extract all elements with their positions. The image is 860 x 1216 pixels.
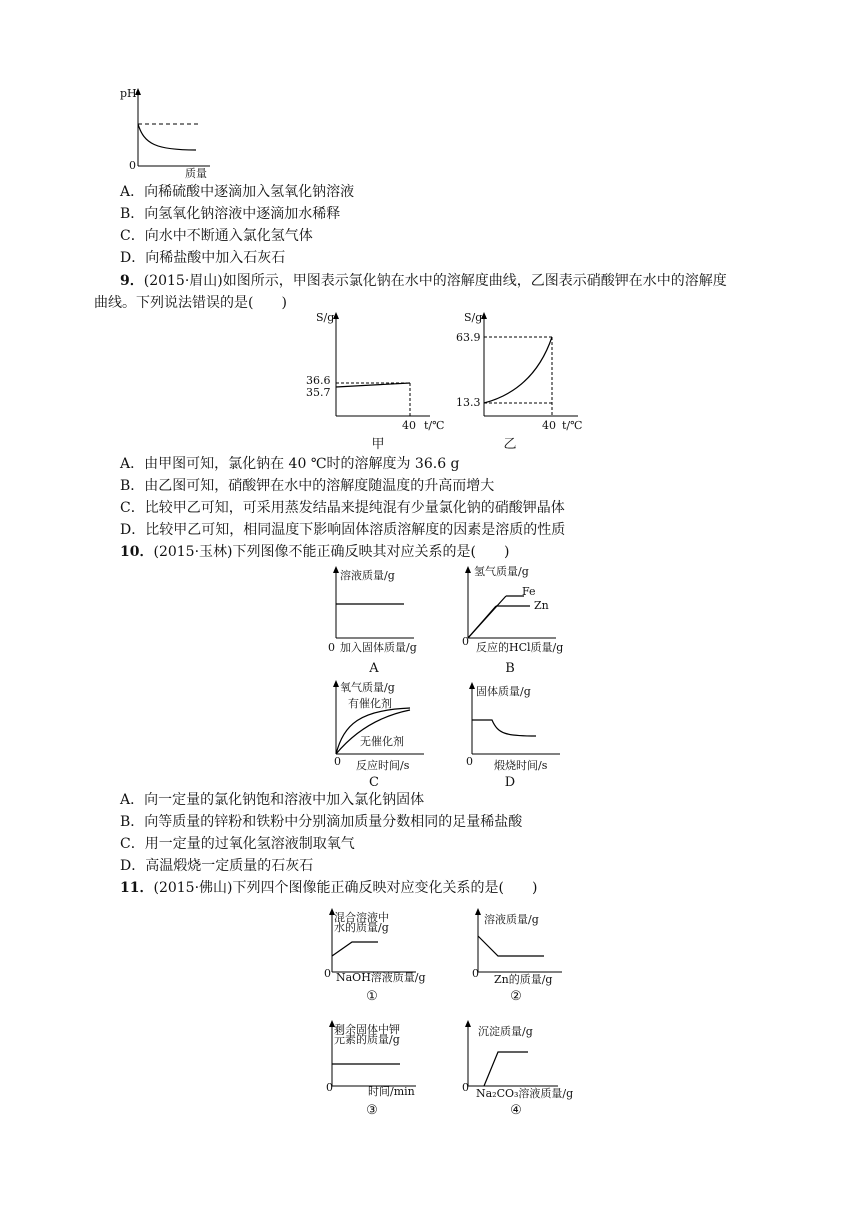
q11-number: 11．	[120, 880, 154, 896]
q10-b-series-fe: Fe	[522, 585, 536, 598]
q10-a-caption: A	[369, 661, 379, 676]
q9-jia-tick-high: 36.6	[306, 374, 331, 387]
q9-yi-caption: 乙	[503, 437, 517, 452]
q10-b-y-label: 氢气质量/g	[474, 565, 529, 578]
q10-c-series-catalyst: 有催化剂	[348, 697, 392, 710]
q10-option-b: B．向等质量的锌粉和铁粉中分别滴加质量分数相同的足量稀盐酸	[120, 814, 523, 830]
fig8-origin: 0	[129, 159, 136, 172]
q10-option-c: C．用一定量的过氧化氢溶液制取氧气	[120, 836, 355, 852]
q9-option-a: A．由甲图可知，氯化钠在 40 ℃时的溶解度为 36.6 g	[120, 456, 460, 472]
q11-2-caption: ②	[510, 989, 522, 1004]
q11-3-y-label-1: 剩余固体中钾	[334, 1023, 400, 1036]
q10-c-caption: C	[369, 775, 379, 790]
q9-stem	[120, 271, 727, 291]
q10-option-a: A．向一定量的氯化钠饱和溶液中加入氯化钠固体	[120, 792, 425, 808]
fig8-axes	[130, 88, 220, 178]
q11-4-caption: ④	[510, 1103, 522, 1118]
q8-option-b: B．向氢氧化钠溶液中逐滴加水稀释	[120, 206, 341, 222]
q11-4-y-label: 沉淀质量/g	[478, 1025, 533, 1038]
q10-stem	[120, 542, 509, 562]
q9-jia-x-tick: 40	[402, 419, 416, 432]
q9-option-c: C．比较甲乙可知，可采用蒸发结晶来提纯混有少量氯化钠的硝酸钾晶体	[120, 500, 565, 516]
q10-number: 10．	[120, 544, 154, 560]
q10-b-series-zn: Zn	[534, 599, 549, 612]
q10-a-x-label: 加入固体质量/g	[340, 641, 417, 654]
q9-yi-y-label: S/g	[464, 311, 483, 324]
q11-stem	[120, 878, 537, 898]
q9-yi-x-tick: 40	[542, 419, 556, 432]
q9-option-d: D．比较甲乙可知，相同温度下影响固体溶质溶解度的因素是溶质的性质	[120, 522, 566, 538]
q9-yi-axes	[478, 312, 588, 422]
q10-d-x-label: 煅烧时间/s	[494, 759, 548, 772]
q8-option-c: C．向水中不断通入氯化氢气体	[120, 228, 313, 244]
q8-option-a: A．向稀硫酸中逐滴加入氢氧化钠溶液	[120, 184, 355, 200]
q9-jia-x-label: t/℃	[424, 419, 445, 432]
q11-2-origin: 0	[472, 967, 479, 980]
q10-d-y-label: 固体质量/g	[476, 685, 531, 698]
q11-2-y-label: 溶液质量/g	[484, 913, 539, 926]
q10-d-origin: 0	[466, 755, 473, 768]
q10-b-origin: 0	[462, 635, 469, 648]
q9-option-b: B．由乙图可知，硝酸钾在水中的溶解度随温度的升高而增大	[120, 478, 495, 494]
q9-jia-tick-low: 35.7	[306, 386, 331, 399]
q11-text: (2015·佛山)下列四个图像能正确反映对应变化关系的是( )	[153, 880, 538, 896]
q9-line2: 曲线。下列说法错误的是( )	[94, 295, 287, 311]
q9-line1: (2015·眉山)如图所示，甲图表示氯化钠在水中的溶解度曲线，乙图表示硝酸钾在水中的溶解度	[143, 273, 727, 289]
q9-number: 9．	[120, 273, 144, 289]
q10-a-origin: 0	[328, 641, 335, 654]
q10-c-y-label: 氧气质量/g	[340, 681, 395, 694]
q11-2-x-label: Zn的质量/g	[494, 973, 553, 986]
q8-option-d: D．向稀盐酸中加入石灰石	[120, 250, 286, 266]
q11-3-x-label: 时间/min	[368, 1085, 415, 1098]
q9-yi-tick-high: 63.9	[456, 331, 481, 344]
q9-yi-tick-low: 13.3	[456, 396, 481, 409]
q10-a-y-label: 溶液质量/g	[340, 569, 395, 582]
q9-jia-caption: 甲	[371, 437, 385, 452]
q10-text: (2015·玉林)下列图像不能正确反映其对应关系的是( )	[153, 544, 510, 560]
q11-1-caption: ①	[366, 989, 378, 1004]
q11-3-y-label-2: 元素的质量/g	[334, 1033, 400, 1046]
q10-c-x-label: 反应时间/s	[356, 759, 410, 772]
q11-4-origin: 0	[462, 1081, 469, 1094]
q11-1-x-label: NaOH溶液质量/g	[336, 971, 426, 984]
q11-3-origin: 0	[326, 1081, 333, 1094]
q11-1-y-label-1: 混合溶液中	[334, 911, 389, 924]
q10-c-series-no-catalyst: 无催化剂	[360, 735, 404, 748]
q10-b-x-label: 反应的HCl质量/g	[476, 641, 564, 654]
q9-jia-y-label: S/g	[316, 311, 335, 324]
fig8-y-label: pH	[120, 87, 137, 100]
q11-4-x-label: Na₂CO₃溶液质量/g	[476, 1087, 574, 1100]
q10-b-caption: B	[505, 661, 515, 676]
q9-jia-axes	[330, 312, 440, 422]
fig8-x-label: 质量	[185, 167, 207, 180]
q11-3-caption: ③	[366, 1103, 378, 1118]
q10-d-caption: D	[504, 775, 516, 790]
q11-1-origin: 0	[324, 967, 331, 980]
q11-1-y-label-2: 水的质量/g	[334, 921, 389, 934]
q9-yi-x-label: t/℃	[562, 419, 583, 432]
q10-option-d: D．高温煅烧一定质量的石灰石	[120, 858, 314, 874]
q10-c-origin: 0	[334, 755, 341, 768]
